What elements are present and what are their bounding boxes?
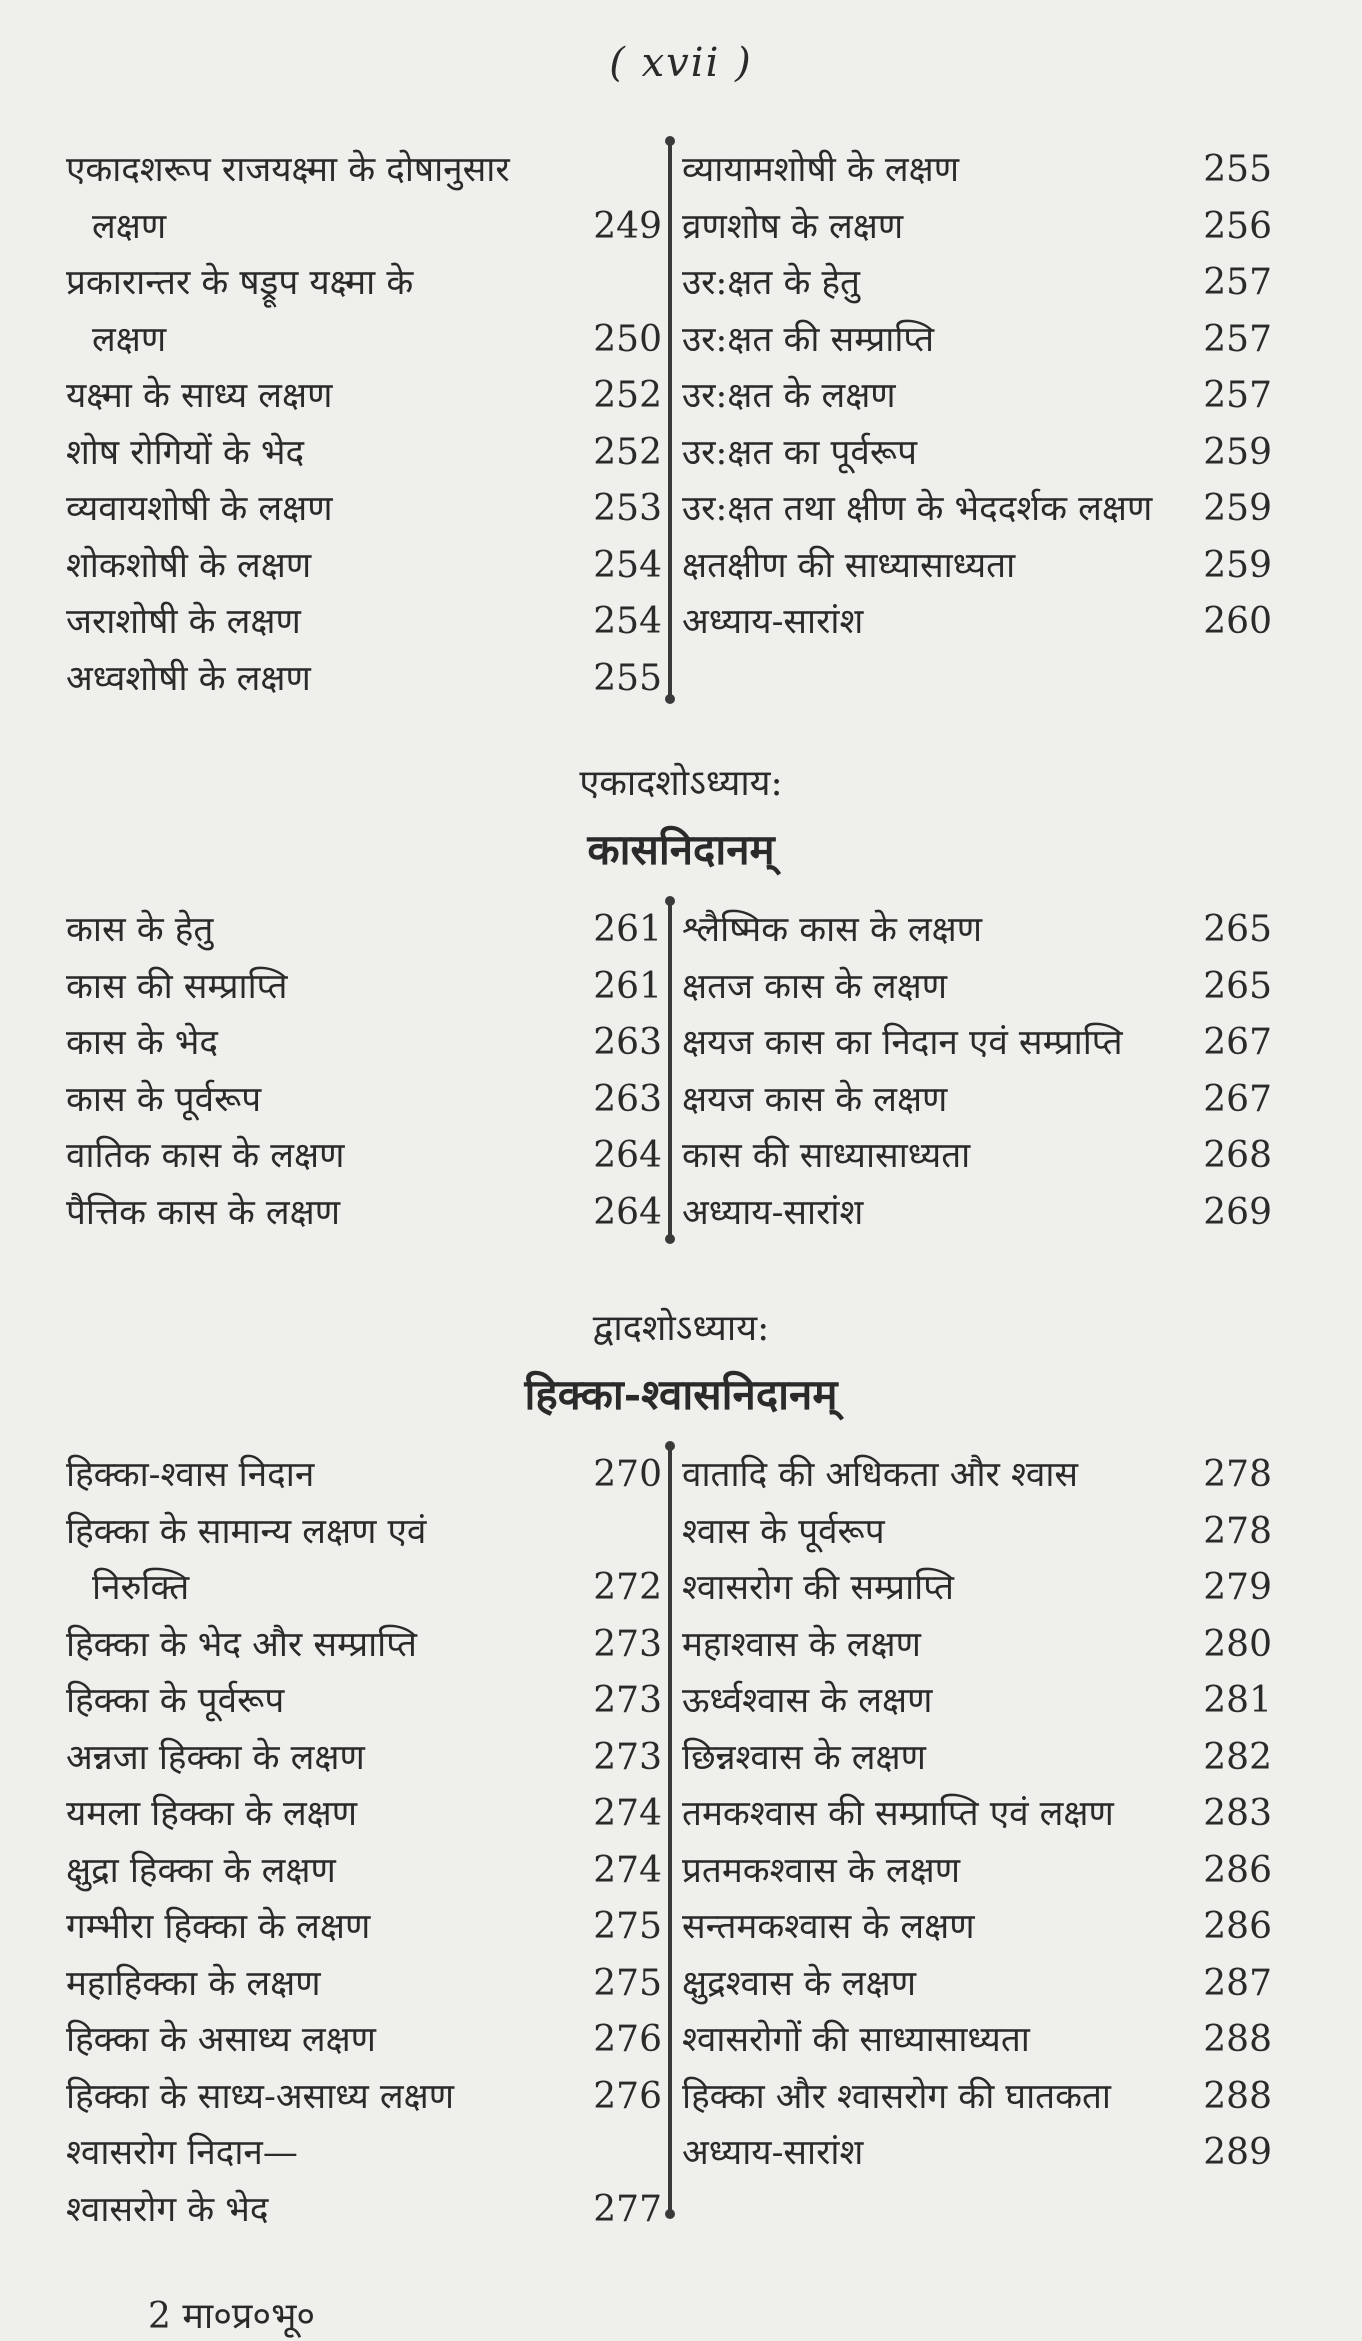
toc-entry-page: 250 bbox=[593, 318, 662, 360]
toc-entry-title: क्षतज कास के लक्षण bbox=[682, 966, 948, 1007]
toc-entry-page: 265 bbox=[1203, 909, 1272, 950]
toc-entry-page: 288 bbox=[1203, 2075, 1272, 2117]
toc-entry bbox=[682, 255, 1272, 312]
toc-entry-title: कास के पूर्वरूप bbox=[66, 1079, 262, 1120]
toc-entry-page: 254 bbox=[593, 601, 662, 642]
toc-entry bbox=[682, 902, 1272, 959]
toc-entry-title: यक्ष्मा के साध्य लक्षण bbox=[66, 376, 333, 416]
toc-entry-title: श्वासरोग की सम्प्राप्ति bbox=[682, 1568, 954, 1608]
toc-entry bbox=[682, 1956, 1272, 2013]
toc-entry bbox=[66, 1504, 662, 1617]
toc-entry bbox=[682, 1185, 1272, 1242]
toc-entry-title: जराशोषी के लक्षण bbox=[66, 602, 301, 642]
toc-entry bbox=[682, 594, 1272, 651]
toc-entry bbox=[682, 2012, 1272, 2069]
toc-entry bbox=[66, 142, 662, 255]
toc-entry-page: 289 bbox=[1203, 2132, 1272, 2173]
toc-entry-title: कास की सम्प्राप्ति bbox=[66, 966, 288, 1007]
toc-entry-page: 281 bbox=[1203, 1680, 1272, 1721]
toc-entry bbox=[66, 1786, 662, 1843]
toc-entry-page: 261 bbox=[593, 909, 662, 950]
toc-entry-page: 259 bbox=[1203, 544, 1272, 586]
toc-entry bbox=[682, 425, 1272, 482]
toc-entry bbox=[66, 1730, 662, 1787]
toc-entry-title: पैत्तिक कास के लक्षण bbox=[66, 1192, 341, 1233]
toc-entry-page: 264 bbox=[593, 1191, 662, 1233]
toc-entry bbox=[66, 1899, 662, 1956]
toc-entry-title: प्रकारान्तर के षड्रूप यक्ष्मा के bbox=[66, 263, 414, 303]
toc-entry-title: उर:क्षत के हेतु bbox=[682, 263, 860, 303]
toc-right-column bbox=[682, 142, 1272, 651]
toc-entry bbox=[66, 1185, 662, 1242]
toc-entry-title: हिक्का के पूर्वरूप bbox=[66, 1681, 285, 1721]
toc-entry-title: क्षयज कास के लक्षण bbox=[682, 1079, 948, 1120]
toc-entry-page: 249 bbox=[593, 205, 662, 247]
toc-entry bbox=[682, 1786, 1272, 1843]
toc-entry-page: 268 bbox=[1203, 1135, 1272, 1176]
chapter-title: कासनिदानम् bbox=[587, 825, 775, 874]
toc-entry-title: वातादि की अधिकता और श्वास bbox=[682, 1455, 1079, 1495]
toc-entry-title: कास के भेद bbox=[66, 1023, 218, 1063]
page-number: ( xvii ) bbox=[609, 40, 753, 86]
toc-entry-title: एकादशरूप राजयक्ष्मा के दोषानुसार bbox=[66, 150, 510, 190]
toc-entry-title: उर:क्षत का पूर्वरूप bbox=[682, 432, 917, 473]
toc-entry-page: 275 bbox=[593, 1962, 662, 2004]
toc-entry-title: व्यायामशोषी के लक्षण bbox=[682, 150, 960, 190]
toc-entry bbox=[682, 1673, 1272, 1730]
toc-entry-title: ऊर्ध्वश्वास के लक्षण bbox=[682, 1681, 933, 1721]
toc-entry bbox=[66, 1843, 662, 1900]
toc-entry-title: क्षतक्षीण की साध्यासाध्यता bbox=[682, 545, 1016, 586]
chapter-title: हिक्का-श्वासनिदानम् bbox=[524, 1370, 838, 1419]
toc-entry-page: 273 bbox=[593, 1680, 662, 1721]
toc-entry bbox=[66, 538, 662, 595]
toc-entry bbox=[66, 1015, 662, 1072]
toc-entry-page: 288 bbox=[1203, 2019, 1272, 2060]
toc-entry bbox=[66, 425, 662, 482]
toc-entry-page: 283 bbox=[1203, 1793, 1272, 1834]
toc-entry bbox=[682, 1560, 1272, 1617]
toc-entry-title: अध्याय-सारांश bbox=[682, 1192, 864, 1233]
toc-entry bbox=[66, 2182, 662, 2239]
toc-entry-title: छिन्नश्वास के लक्षण bbox=[682, 1737, 926, 1778]
toc-entry bbox=[682, 1730, 1272, 1787]
toc-entry bbox=[66, 1072, 662, 1129]
toc-entry-page: 286 bbox=[1203, 1906, 1272, 1947]
toc-entry-title: हिक्का और श्वासरोग की घातकता bbox=[682, 2076, 1111, 2117]
toc-entry-page: 274 bbox=[593, 1849, 662, 1891]
toc-entry-page: 252 bbox=[593, 431, 662, 473]
toc-entry bbox=[682, 142, 1272, 199]
toc-entry-page: 276 bbox=[593, 2075, 662, 2117]
toc-entry-title: कास के हेतु bbox=[66, 910, 214, 950]
toc-entry-page: 273 bbox=[593, 1623, 662, 1665]
toc-entry bbox=[682, 1504, 1272, 1561]
toc-entry-page: 256 bbox=[1203, 205, 1272, 247]
toc-entry-page: 252 bbox=[593, 375, 662, 416]
toc-entry bbox=[682, 1447, 1272, 1504]
toc-right-column bbox=[682, 902, 1272, 1241]
toc-entry-page: 263 bbox=[593, 1022, 662, 1063]
toc-entry bbox=[66, 902, 662, 959]
footer-signature: 2 मा०प्र०भू० bbox=[148, 2296, 316, 2337]
toc-entry-page: 280 bbox=[1203, 1623, 1272, 1665]
toc-left-column bbox=[66, 902, 662, 1241]
toc-entry bbox=[682, 481, 1272, 538]
toc-entry bbox=[682, 1072, 1272, 1129]
toc-entry-title: तमकश्वास की सम्प्राप्ति एवं लक्षण bbox=[682, 1794, 1114, 1834]
toc-entry-title: हिक्का के साध्य-असाध्य लक्षण bbox=[66, 2076, 454, 2117]
toc-entry-page: 286 bbox=[1203, 1849, 1272, 1891]
toc-entry-title: व्रणशोष के लक्षण bbox=[682, 206, 904, 247]
toc-entry-page: 282 bbox=[1203, 1736, 1272, 1778]
toc-entry-title: महाश्वास के लक्षण bbox=[682, 1624, 921, 1665]
toc-entry-page: 253 bbox=[593, 488, 662, 529]
toc-entry-title: उर:क्षत के लक्षण bbox=[682, 376, 896, 416]
toc-entry-page: 255 bbox=[593, 657, 662, 699]
toc-entry bbox=[66, 651, 662, 708]
toc-entry bbox=[66, 594, 662, 651]
toc-entry-title: सन्तमकश्वास के लक्षण bbox=[682, 1907, 975, 1947]
toc-entry-title: शोष रोगियों के भेद bbox=[66, 432, 305, 473]
chapter-number: एकादशोऽध्याय: bbox=[579, 763, 783, 804]
toc-entry-title: उर:क्षत तथा क्षीण के भेददर्शक लक्षण bbox=[682, 489, 1153, 529]
toc-entry bbox=[682, 538, 1272, 595]
toc-entry-title: अध्याय-सारांश bbox=[682, 602, 864, 642]
toc-entry bbox=[682, 959, 1272, 1016]
toc-entry-page: 278 bbox=[1203, 1510, 1272, 1552]
toc-left-column bbox=[66, 142, 662, 707]
toc-entry bbox=[682, 2069, 1272, 2126]
toc-entry-page: 272 bbox=[593, 1567, 662, 1608]
toc-entry-page bbox=[654, 2125, 662, 2182]
toc-entry-title: शोकशोषी के लक्षण bbox=[66, 545, 312, 586]
toc-entry-title: क्षुद्रा हिक्का के लक्षण bbox=[66, 1850, 336, 1891]
toc-entry bbox=[66, 1447, 662, 1504]
toc-entry-title: हिक्का-श्वास निदान bbox=[66, 1455, 315, 1495]
toc-entry-page: 261 bbox=[593, 965, 662, 1007]
toc-entry bbox=[682, 1617, 1272, 1674]
toc-entry-title-continued: लक्षण bbox=[92, 319, 167, 360]
toc-entry-title-continued: लक्षण bbox=[92, 206, 167, 247]
toc-entry bbox=[66, 2069, 662, 2126]
toc-entry bbox=[66, 368, 662, 425]
toc-entry-page: 267 bbox=[1203, 1022, 1272, 1063]
toc-entry-page: 257 bbox=[1203, 262, 1272, 303]
toc-entry-page: 273 bbox=[593, 1736, 662, 1778]
toc-entry-title: श्वास के पूर्वरूप bbox=[682, 1511, 885, 1552]
toc-entry-page: 263 bbox=[593, 1078, 662, 1120]
toc-entry-page: 279 bbox=[1203, 1567, 1272, 1608]
toc-entry bbox=[682, 312, 1272, 369]
toc-entry bbox=[66, 1956, 662, 2013]
toc-entry-title: गम्भीरा हिक्का के लक्षण bbox=[66, 1907, 371, 1947]
toc-entry bbox=[66, 2012, 662, 2069]
toc-entry-page: 260 bbox=[1203, 601, 1272, 642]
toc-entry-title: श्वासरोग निदान— bbox=[66, 2133, 298, 2173]
column-divider bbox=[668, 902, 672, 1238]
toc-entry-page: 278 bbox=[1203, 1454, 1272, 1495]
toc-entry-page: 276 bbox=[593, 2019, 662, 2060]
chapter-number: द्वादशोऽध्याय: bbox=[592, 1308, 770, 1349]
toc-entry bbox=[66, 2125, 662, 2182]
toc-entry-title: अध्वशोषी के लक्षण bbox=[66, 658, 311, 699]
toc-entry-page: 265 bbox=[1203, 965, 1272, 1007]
toc-entry-title: श्लैष्मिक कास के लक्षण bbox=[682, 910, 983, 950]
toc-entry bbox=[66, 959, 662, 1016]
toc-entry-title: क्षुद्रश्वास के लक्षण bbox=[682, 1963, 917, 2004]
toc-entry-page: 264 bbox=[593, 1135, 662, 1176]
toc-entry-page: 257 bbox=[1203, 375, 1272, 416]
toc-entry bbox=[682, 1128, 1272, 1185]
toc-entry bbox=[66, 481, 662, 538]
toc-left-column bbox=[66, 1447, 662, 2238]
toc-entry-title: हिक्का के भेद और सम्प्राप्ति bbox=[66, 1624, 417, 1665]
toc-entry-title: अन्नजा हिक्का के लक्षण bbox=[66, 1737, 365, 1778]
toc-entry-page: 274 bbox=[593, 1793, 662, 1834]
toc-entry-title: क्षयज कास का निदान एवं सम्प्राप्ति bbox=[682, 1023, 1123, 1063]
toc-entry bbox=[682, 199, 1272, 256]
toc-entry-title: यमला हिक्का के लक्षण bbox=[66, 1794, 358, 1834]
toc-entry-page: 267 bbox=[1203, 1078, 1272, 1120]
toc-entry-page: 287 bbox=[1203, 1962, 1272, 2004]
toc-entry bbox=[66, 255, 662, 368]
toc-entry bbox=[66, 1128, 662, 1185]
toc-entry-title: उर:क्षत की सम्प्राप्ति bbox=[682, 319, 935, 360]
column-divider bbox=[668, 1447, 672, 2213]
column-divider bbox=[668, 142, 672, 698]
toc-entry-title: कास की साध्यासाध्यता bbox=[682, 1136, 971, 1176]
toc-entry-page: 257 bbox=[1203, 318, 1272, 360]
toc-entry-page: 254 bbox=[593, 544, 662, 586]
toc-entry-page: 255 bbox=[1203, 149, 1272, 190]
toc-entry-page: 259 bbox=[1203, 431, 1272, 473]
toc-entry bbox=[682, 1899, 1272, 1956]
toc-entry-title: वातिक कास के लक्षण bbox=[66, 1136, 345, 1176]
toc-entry-title: महाहिक्का के लक्षण bbox=[66, 1963, 321, 2004]
toc-entry-page: 275 bbox=[593, 1906, 662, 1947]
toc-entry-title: हिक्का के असाध्य लक्षण bbox=[66, 2020, 376, 2060]
toc-entry-title: श्वासरोगों की साध्यासाध्यता bbox=[682, 2020, 1030, 2060]
toc-entry bbox=[682, 2125, 1272, 2182]
toc-entry-title: हिक्का के सामान्य लक्षण एवं bbox=[66, 1511, 427, 1552]
toc-entry-page: 259 bbox=[1203, 488, 1272, 529]
toc-entry-page: 277 bbox=[593, 2188, 662, 2230]
toc-entry-page: 270 bbox=[593, 1454, 662, 1495]
toc-entry-title: अध्याय-सारांश bbox=[682, 2133, 864, 2173]
toc-entry-title: श्वासरोग के भेद bbox=[66, 2189, 269, 2230]
toc-right-column bbox=[682, 1447, 1272, 2182]
toc-entry bbox=[682, 1843, 1272, 1900]
toc-entry-page: 269 bbox=[1203, 1191, 1272, 1233]
toc-entry bbox=[66, 1617, 662, 1674]
toc-entry bbox=[682, 368, 1272, 425]
toc-entry bbox=[66, 1673, 662, 1730]
toc-entry bbox=[682, 1015, 1272, 1072]
toc-entry-title: प्रतमकश्वास के लक्षण bbox=[682, 1850, 960, 1891]
toc-entry-title-continued: निरुक्ति bbox=[92, 1568, 190, 1608]
toc-entry-title: व्यवायशोषी के लक्षण bbox=[66, 489, 333, 529]
